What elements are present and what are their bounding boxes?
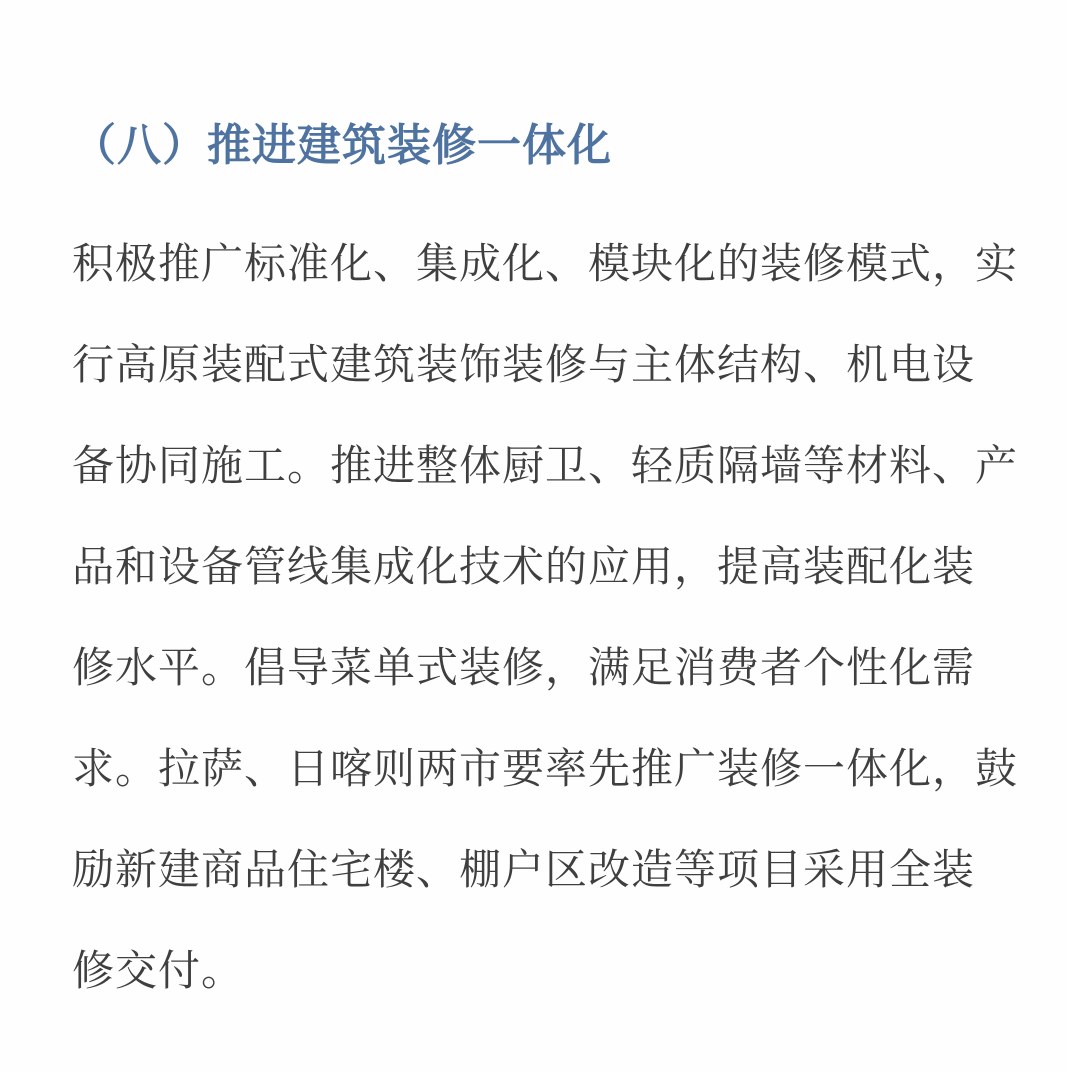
paragraph-line-7: 励新建商品住宅楼、棚户区改造等项目采用全装	[72, 845, 976, 894]
section-paragraph	[72, 230, 1019, 1038]
paragraph-line-3: 备协同施工。推进整体厨卫、轻质隔墙等材料、产	[72, 441, 1019, 490]
paragraph-line-1: 积极推广标准化、集成化、模块化的装修模式，实	[72, 239, 1019, 288]
paragraph-line-2: 行高原装配式建筑装饰装修与主体结构、机电设	[72, 340, 976, 389]
section-heading: （八）推进建筑装修一体化	[72, 120, 612, 171]
paragraph-line-4: 品和设备管线集成化技术的应用，提高装配化装	[72, 542, 976, 591]
paragraph-line-8: 修交付。	[72, 946, 245, 995]
paragraph-line-6: 求。拉萨、日喀则两市要率先推广装修一体化，鼓	[72, 744, 1019, 793]
paragraph-line-5: 修水平。倡导菜单式装修，满足消费者个性化需	[72, 643, 976, 692]
